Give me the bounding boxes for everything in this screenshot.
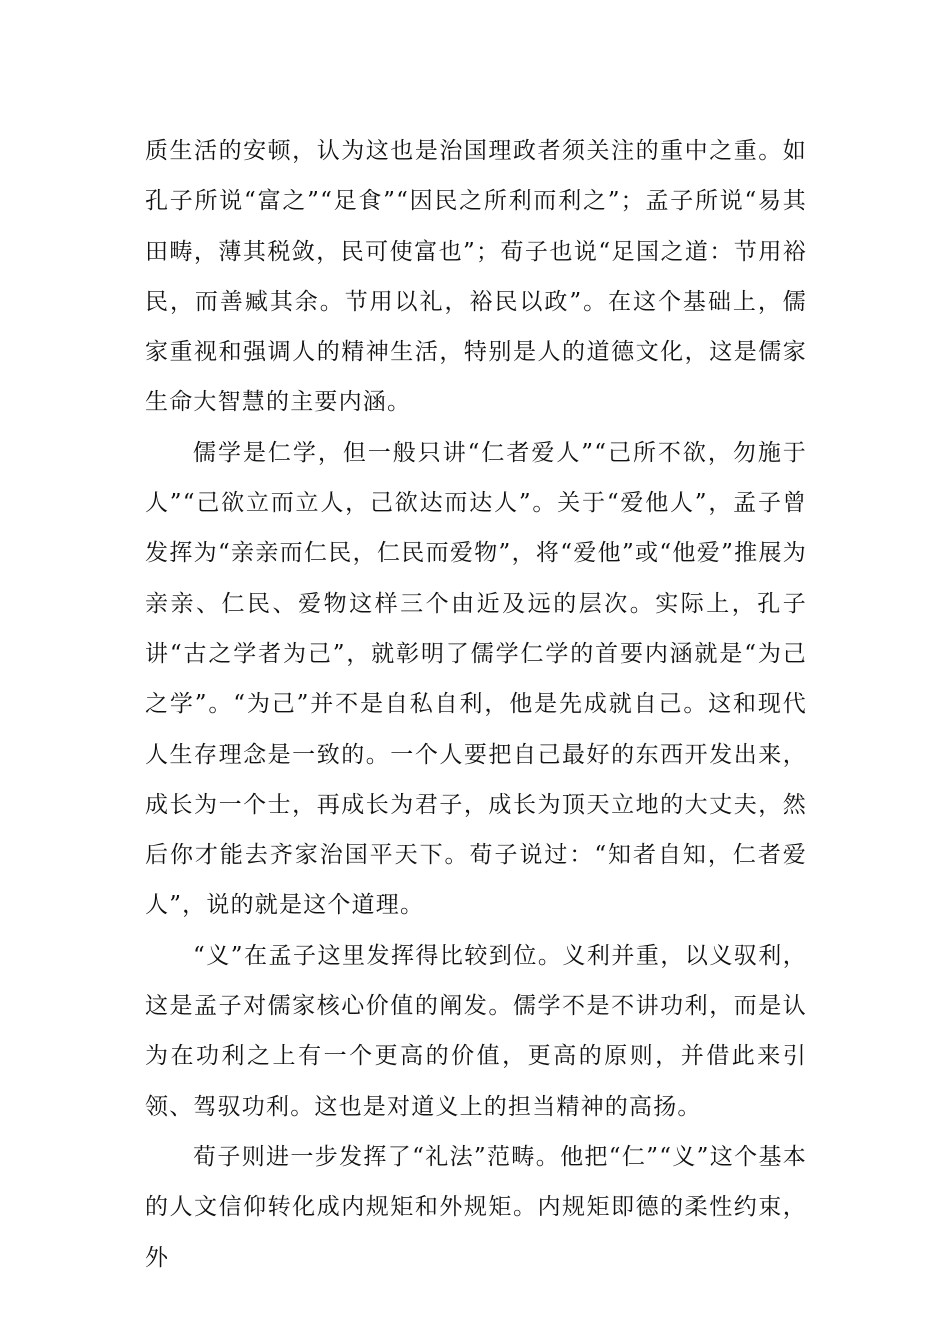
paragraph-1: 质生活的安顿，认为这也是治国理政者须关注的重中之重。如孔子所说“富之”“足食”“因民之所利而利之”；孟子所说“易其田畴，薄其税敛，民可使富也”；荀子也说“足国之道：节用裕民，而善臧其余。节用以礼，裕民以政”。在这个基础上，儒家重视和强调人的精神生活，特别是人的道德文化，这是儒家生命大智慧的主要内涵。	[145, 138, 807, 416]
paragraph-2: 儒学是仁学，但一般只讲“仁者爱人”“己所不欲，勿施于人”“己欲立而立人，己欲达而达人”。关于“爱他人”，孟子曾发挥为“亲亲而仁民，仁民而爱物”，将“爱他”或“他爱”推展为亲亲、仁民、爱物这样三个由近及远的层次。实际上，孔子讲“古之学者为己”，就彰明了儒学仁学的首要内涵就是“为己之学”。“为己”并不是自私自利，他是先成就自己。这和现代人生存理念是一致的。一个人要把自己最好的东西开发出来，成长为一个士，再成长为君子，成长为顶天立地的大丈夫，然后你才能去齐家治国平天下。荀子说过：“知者自知，仁者爱人”，说的就是这个道理。	[145, 439, 807, 919]
paragraph-4: 荀子则进一步发挥了“礼法”范畴。他把“仁”“义”这个基本的人文信仰转化成内规矩和外规矩。内规矩即德的柔性约束，外	[145, 1143, 807, 1271]
body-text	[145, 126, 807, 1283]
paragraph-3: “义”在孟子这里发挥得比较到位。义利并重，以义驭利，这是孟子对儒家核心价值的阐发。儒学不是不讲功利，而是认为在功利之上有一个更高的价值，更高的原则，并借此来引领、驾驭功利。这也是对道义上的担当精神的高扬。	[145, 942, 807, 1120]
